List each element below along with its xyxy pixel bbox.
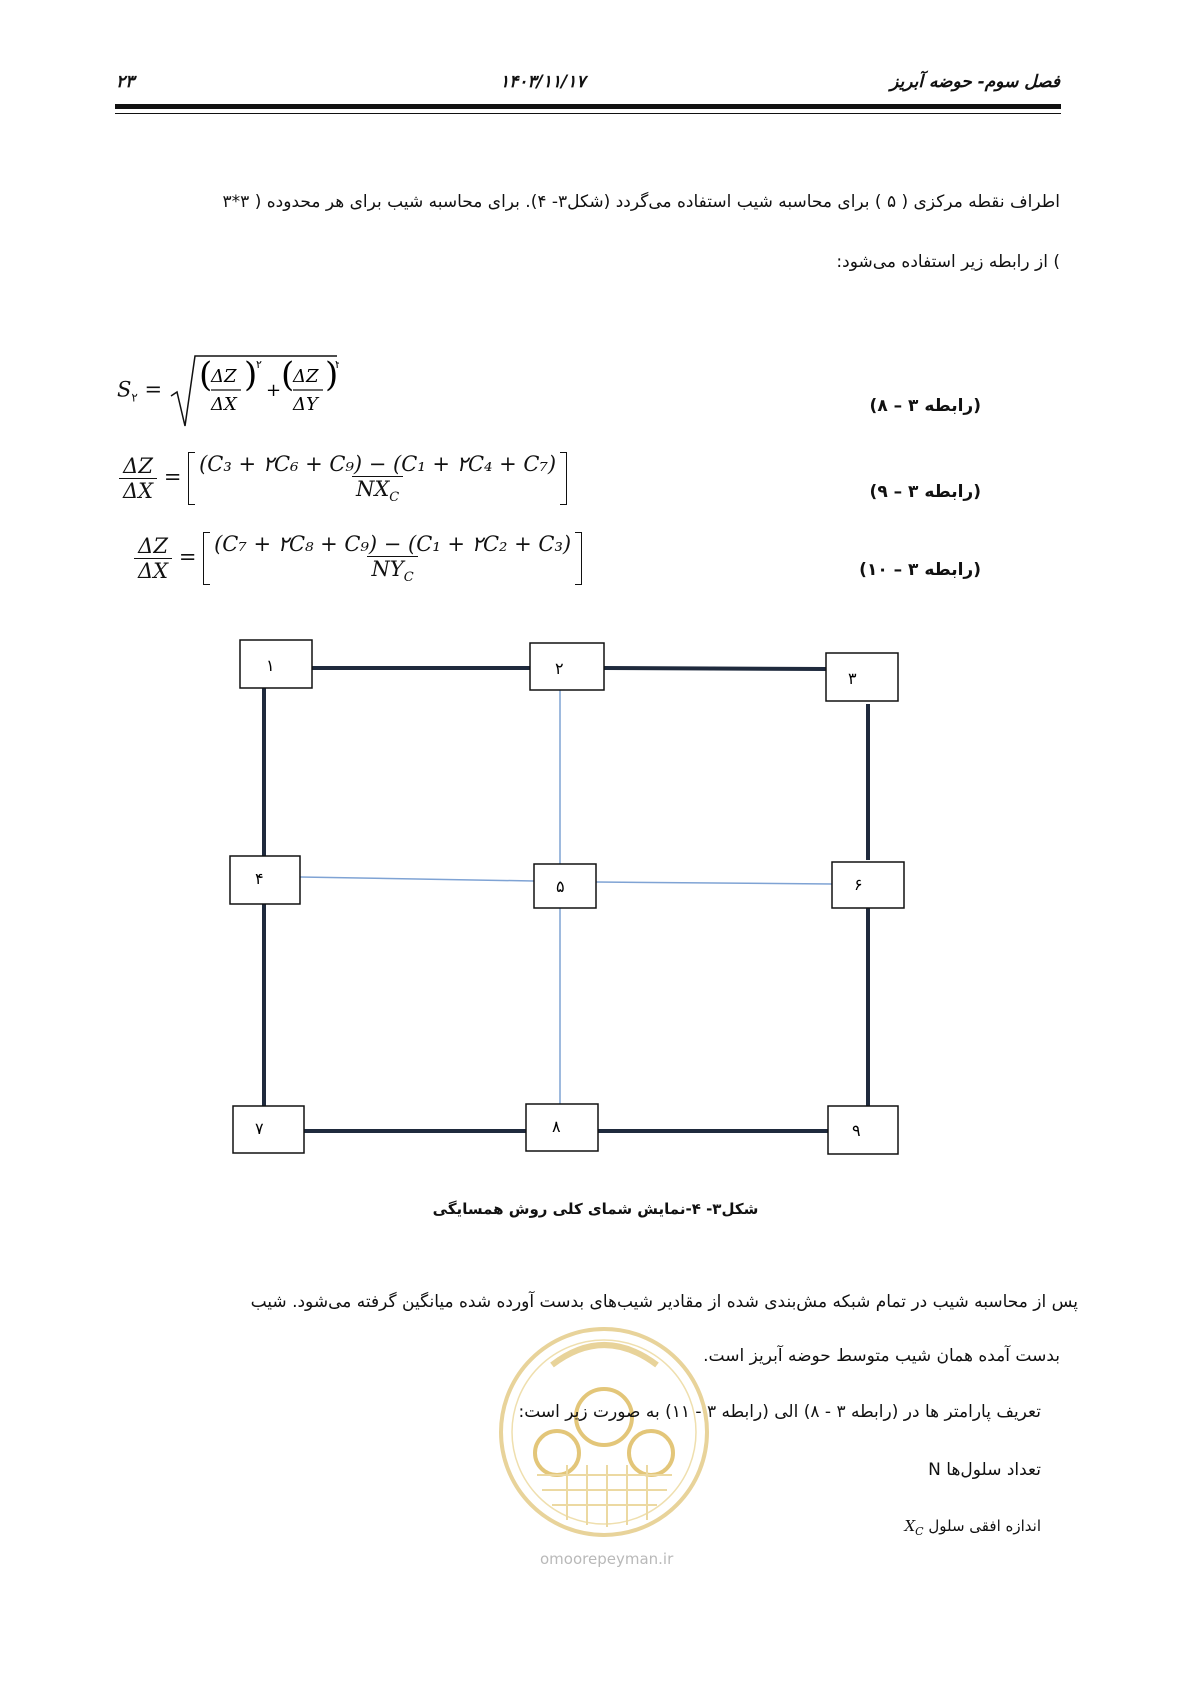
node-7 — [233, 1106, 304, 1153]
svg-text:۴: ۴ — [255, 869, 264, 888]
svg-text:۲: ۲ — [555, 659, 564, 678]
eq2-bracket: $\frac{\text{(C₃ + ۲C₆ + C₉) − (C₁ + ۲C₄ + C₇)}}{NX_C}$ — [188, 452, 567, 505]
intro-line-2: ) از رابطه زیر استفاده می‌شود: — [836, 252, 1060, 272]
watermark-seal-icon — [497, 1325, 712, 1540]
node-3 — [826, 653, 898, 701]
eq2-numerator: (C₃ + ۲C₆ + C₉) − (C₁ + ۲C₄ + C₇) — [199, 452, 557, 476]
eq3-denominator: NY — [371, 557, 404, 581]
eq2-label: (رابطه ۳ – ۹) — [869, 482, 981, 502]
svg-text:ΔZ: ΔZ — [292, 366, 319, 387]
node-2 — [530, 643, 604, 690]
equation-slope: $S_۲$ = ( ΔZ ΔX ) ۲ + ( ΔZ ΔY ) ۲ — [117, 352, 339, 430]
node-9 — [828, 1106, 898, 1154]
body-para-1-line-1: پس از محاسبه شیب در تمام شبکه مش‌بندی شده از مقادیر شیب‌های بدست آورده شده میانگین گرفته می‌شود. شیب — [250, 1292, 1078, 1312]
svg-text:۱: ۱ — [266, 656, 275, 675]
svg-text:۶: ۶ — [854, 875, 863, 894]
svg-text:(: ( — [280, 355, 295, 395]
chapter-title: فصل سوم- حوضه آبریز — [890, 72, 1060, 92]
params-intro: تعریف پارامتر ها در (رابطه ۳ - ۸) الی (رابطه ۳ - ۱۱) به صورت زیر است: — [518, 1402, 1041, 1422]
node-6 — [832, 862, 904, 908]
svg-text:۲: ۲ — [334, 358, 339, 371]
eq3-label: (رابطه ۳ – ۱۰) — [859, 560, 981, 580]
svg-text:۷: ۷ — [255, 1119, 264, 1138]
svg-text:): ) — [324, 355, 339, 395]
eq3-lhs-fraction: $\frac{\Delta Z}{\Delta X}$ — [134, 534, 172, 583]
eq2-denominator: NX — [355, 477, 390, 501]
svg-text:۳: ۳ — [848, 669, 857, 688]
body-para-1-line-2: بدست آمده همان شیب متوسط حوضه آبریز است. — [703, 1346, 1060, 1366]
node-8 — [526, 1104, 598, 1151]
equation-dzdx: $\frac{\Delta Z}{\Delta X}$ = $\frac{\text{(C₃ + ۲C₆ + C₉) − (C₁ + ۲C₄ + C₇)}}{NX_C}$ — [119, 452, 567, 505]
svg-text:ΔX: ΔX — [210, 394, 237, 415]
header-date: ۱۴۰۳/۱۱/۱۷ — [500, 72, 586, 92]
intro-line-1: اطراف نقطه مرکزی ( ۵ ) برای محاسبه شیب استفاده می‌گردد (شکل۳- ۴). برای محاسبه شیب برای هر محدوده ( ۳*۳ — [222, 192, 1060, 212]
figure-caption: شکل۳- ۴-نمایش شمای کلی روش همسایگی — [432, 1200, 759, 1218]
svg-text:۹: ۹ — [852, 1121, 861, 1140]
eq1-lhs-sub: ۲ — [131, 390, 138, 405]
svg-text:): ) — [243, 355, 258, 395]
svg-text:+: + — [265, 380, 281, 401]
page-number: ۲۳ — [116, 72, 135, 92]
svg-text:۸: ۸ — [552, 1117, 561, 1136]
node-5 — [534, 864, 596, 908]
eq1-lhs: S — [117, 377, 132, 402]
node-1 — [240, 640, 312, 688]
eq2-lhs-fraction: $\frac{\Delta Z}{\Delta X}$ — [119, 454, 157, 503]
eq3-bracket: $\frac{\text{(C₇ + ۲C₈ + C₉) − (C₁ + ۲C₂ + C₃)}}{NY_C}$ — [203, 532, 582, 585]
svg-text:۲: ۲ — [255, 358, 262, 371]
svg-text:ΔZ: ΔZ — [210, 366, 237, 387]
inner-line-4-5 — [300, 877, 534, 881]
param-xc: $X_C$ اندازه افقی سلول — [904, 1517, 1041, 1538]
inner-line-5-6 — [596, 882, 832, 884]
equation-dzdy: $\frac{\Delta Z}{\Delta X}$ = $\frac{\text{(C₇ + ۲C₈ + C₉) − (C₁ + ۲C₂ + C₃)}}{NY_C}$ — [134, 532, 582, 585]
svg-text:(: ( — [198, 355, 213, 395]
eq1-label: (رابطه ۳ – ۸) — [869, 396, 981, 416]
outer-line-2-3 — [604, 668, 826, 669]
node-4 — [230, 856, 300, 904]
param-n: N تعداد سلول‌ها — [928, 1460, 1041, 1480]
svg-text:ΔY: ΔY — [292, 394, 318, 415]
svg-text:۵: ۵ — [556, 877, 565, 896]
watermark-url: omoorepeyman.ir — [540, 1550, 674, 1568]
eq3-numerator: (C₇ + ۲C₈ + C₉) − (C₁ + ۲C₂ + C₃) — [214, 532, 572, 556]
param-xc-label: اندازه افقی سلول — [928, 1517, 1041, 1535]
